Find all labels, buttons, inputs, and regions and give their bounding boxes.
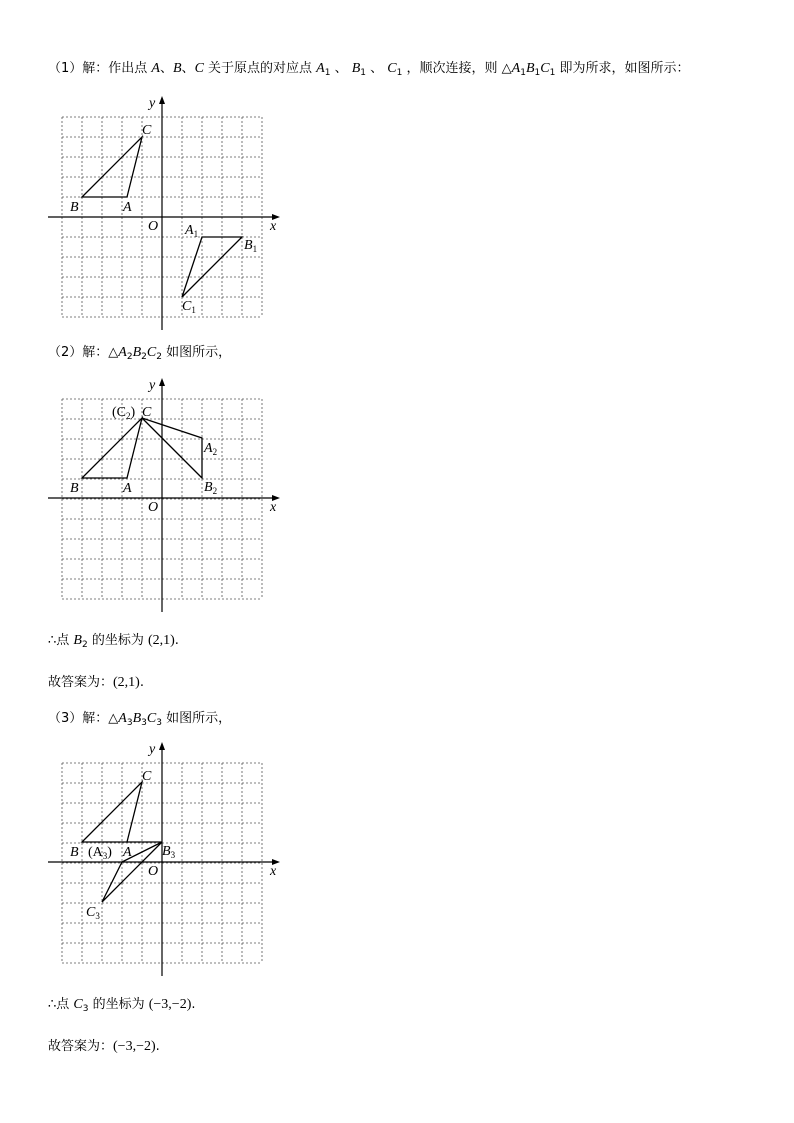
coordinate-value: (2,1): [147, 633, 175, 648]
coordinate-value: (−3,−2): [148, 997, 192, 1012]
subscript: 1: [396, 68, 403, 78]
answer-value: (2,1): [113, 675, 140, 690]
triangle-vertex: C: [146, 711, 157, 726]
part3-prefix: （3）解：△: [48, 711, 119, 726]
subscript: 1: [549, 68, 556, 78]
axes: [48, 378, 280, 612]
part2-suffix: 如图所示，: [161, 345, 232, 360]
answer-prefix: 故答案为：: [48, 1039, 114, 1054]
part2-statement: [48, 344, 231, 366]
subscript: 3: [82, 1004, 89, 1014]
axis-x-label: x: [270, 219, 277, 234]
label-a: A: [123, 481, 132, 496]
subscript: 2: [81, 640, 88, 650]
part3-result: [48, 996, 196, 1018]
figure-1-coordinate-grid: [48, 92, 288, 332]
part2-answer: [48, 674, 144, 692]
triangle-abc: [82, 782, 142, 842]
point-c-label: C: [194, 61, 204, 76]
separator: 、: [181, 61, 195, 76]
subscript: 1: [324, 68, 331, 78]
label-c1: $C_1$: [182, 299, 196, 315]
part1-statement: [48, 60, 689, 82]
part3-suffix: 如图所示，: [161, 711, 232, 726]
point-a1-label: A: [316, 61, 325, 76]
triangle-vertex: A: [118, 345, 127, 360]
axis-x-label: x: [270, 500, 277, 515]
y-axis-arrow: [159, 742, 165, 750]
label-c: C: [142, 123, 152, 138]
subscript: 3: [141, 718, 147, 728]
separator: 、: [159, 61, 173, 76]
triangle-vertex: C: [540, 61, 550, 76]
axis-y-label: y: [149, 378, 156, 393]
point-b1-label: B: [351, 61, 361, 76]
result-middle-text: 的坐标为: [87, 633, 148, 648]
part3-answer: [48, 1038, 160, 1056]
y-axis-arrow: [159, 378, 165, 386]
axis-y-label: y: [149, 742, 156, 757]
label-c2: $(C_2)$: [112, 405, 136, 421]
subscript: 2: [141, 352, 147, 362]
part1-middle-text-2: ，顺次连接，则 △: [402, 61, 512, 76]
label-b: B: [70, 845, 79, 860]
subscript: 1: [360, 68, 367, 78]
part2-result: [48, 632, 179, 654]
triangle-vertex: B: [525, 61, 535, 76]
subscript: 3: [156, 718, 162, 728]
period: .: [191, 997, 196, 1012]
period: .: [155, 1039, 160, 1054]
therefore-text: ∴点: [48, 997, 74, 1012]
axes: [48, 742, 280, 976]
figure-3-coordinate-grid: [48, 738, 288, 978]
subscript: 1: [520, 68, 526, 78]
triangle-vertex: A: [118, 711, 127, 726]
triangle-vertex: C: [146, 345, 157, 360]
part1-suffix: 即为所求，如图所示：: [555, 61, 690, 76]
point-b2-label: B: [73, 633, 82, 648]
axis-x-label: x: [270, 864, 277, 879]
label-b: B: [70, 481, 79, 496]
therefore-text: ∴点: [48, 633, 74, 648]
axis-y-label: y: [149, 96, 156, 111]
subscript: 1: [534, 68, 541, 78]
result-middle-text: 的坐标为: [88, 997, 149, 1012]
separator: 、: [366, 61, 388, 76]
triangle-a2b2c2: [142, 418, 202, 478]
part2-prefix: （2）解：△: [48, 345, 119, 360]
point-c3-label: C: [73, 997, 83, 1012]
triangle-vertex: B: [132, 345, 142, 360]
label-c3: $C_3$: [86, 905, 100, 921]
part3-statement: [48, 710, 231, 732]
point-c1-label: C: [387, 61, 397, 76]
label-b3: $B_3$: [162, 844, 176, 860]
axes: [48, 96, 280, 330]
label-b: B: [70, 200, 79, 215]
period: .: [174, 633, 179, 648]
subscript: 2: [156, 352, 162, 362]
origin-label: O: [148, 864, 159, 879]
label-a3: $(A_3)$: [88, 845, 112, 861]
triangle-abc: [82, 418, 142, 478]
figure-2-coordinate-grid: [48, 374, 288, 614]
triangle-abc: [82, 137, 142, 197]
answer-prefix: 故答案为：: [48, 675, 114, 690]
period: .: [139, 675, 144, 690]
y-axis-arrow: [159, 96, 165, 104]
label-a: A: [123, 845, 132, 860]
answer-value: (−3,−2): [113, 1039, 156, 1054]
label-b1: $B_1$: [244, 238, 258, 254]
part1-prefix: （1）解：作出点: [48, 61, 152, 76]
subscript: 3: [126, 718, 133, 728]
label-a1: $A_1$: [185, 223, 199, 239]
separator: 、: [330, 61, 352, 76]
part1-middle-text: 关于原点的对应点: [203, 61, 317, 76]
label-c: C: [142, 405, 152, 420]
triangle-vertex: A: [511, 61, 521, 76]
origin-label: O: [148, 219, 159, 234]
subscript: 2: [126, 352, 133, 362]
triangle-vertex: B: [132, 711, 142, 726]
label-c: C: [142, 769, 152, 784]
point-b-label: B: [172, 61, 182, 76]
triangle-a1b1c1: [182, 237, 242, 297]
label-a: A: [123, 200, 132, 215]
origin-label: O: [148, 500, 159, 515]
label-b2: $B_2$: [204, 480, 218, 496]
point-a-label: A: [151, 61, 160, 76]
label-a2: $A_2$: [204, 441, 218, 457]
